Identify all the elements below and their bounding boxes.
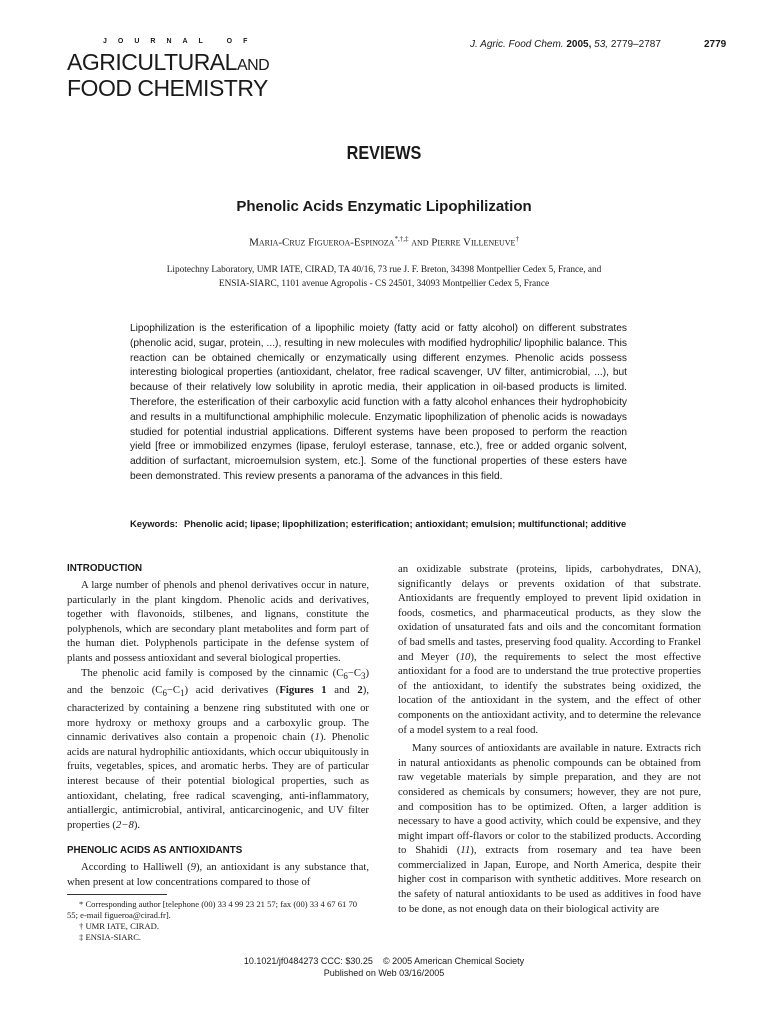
doi: 10.1021/jf0484273 CCC: $30.25 — [243, 956, 373, 966]
journal-name-line1 — [67, 50, 269, 78]
heading-introduction: INTRODUCTION — [67, 563, 143, 574]
published-date: Published on Web 03/16/2005 — [323, 968, 445, 978]
text-run: −C — [166, 684, 181, 697]
text-run: ). Phenolic acids are natural hydrophilic antioxidants, which occur ubiquitously in fruits, vegetables, spices, and aromatic herbs. They are of particular interest because of their potential biological properties, such as antioxidant, chelating, free radical scavenging, anti-inflammatory, antiallergic, antimicrobial, antiviral, anticarcinogenic, and UV filter properties ( — [67, 731, 369, 831]
intro-paragraph-1: A large number of phenols and phenol derivatives occur in nature, particularly in the plant kingdom. Phenolic acids and derivatives, together with flavonoids, stilbenes, and lignans, constitute the polyphenols, which are secondary plant metabolites and form part of the human diet. Polyphenols participate in the defense system of plants and possess antioxidant and several biological properties. — [67, 579, 369, 664]
text-run: Many sources of antioxidants are available in nature. Extracts rich in natural antioxidants as phenolic compounds can be obtained from raw vegetable materials by simple preparation, and they are not considered as chemicals by consumers; however, they are not pure, and composition has to be optimized. Often, a larger addition is necessary to have a good activity, which could be expensive, and they might impart off-flavors or color to the stabilized products. According to Shahidi ( — [398, 742, 701, 857]
subscript: 6 — [343, 670, 348, 681]
article-title: Phenolic Acids Enzymatic Lipophilization — [236, 198, 532, 215]
text-run: ). — [133, 818, 141, 831]
footnotes — [67, 899, 369, 943]
text-run: ) and the benzoic (C — [67, 666, 369, 697]
publication-info — [0, 955, 768, 979]
footnote-corresponding: * Corresponding author [telephone (00) 33 4 99 23 21 57; fax (00) 33 4 67 61 70 55; e-mail figueroa@cirad.fr]. — [67, 899, 358, 920]
journal-of-label: JOURNAL OF — [103, 38, 259, 45]
footnote-ddagger: ‡ ENSIA-SIARC. — [79, 932, 142, 942]
journal-name-agricultural: AGRICULTURAL — [67, 49, 237, 75]
right-paragraph-1 — [398, 562, 701, 737]
citation-volume: 53, — [594, 39, 609, 50]
reference-link[interactable]: 1 — [314, 731, 320, 744]
page-number: 2779 — [704, 39, 727, 50]
keywords-text: Phenolic acid; lipase; lipophilization; esterification; antioxidant; emulsion; multifunctional; additive — [183, 518, 627, 529]
subscript: 1 — [180, 688, 185, 699]
right-paragraph-2 — [398, 741, 701, 916]
text-run: an oxidizable substrate (proteins, lipids, carbohydrates, DNA), significantly delays or prevents oxidation of that substrate. Antioxidants are frequently employed to prevent lipid oxidation in foods, cosmetics, and pharmaceutical products, as they slow the oxidation of unsaturated fats and oils and the concomitant formation of bad smells and tastes, preserving food quality. According to Frankel and Meyer ( — [398, 563, 701, 663]
affiliation-line2: ENSIA-SIARC, 1101 avenue Agropolis - CS 24501, 34093 Montpellier Cedex 5, France — [218, 279, 550, 289]
text-run: According to Halliwell ( — [81, 861, 191, 873]
text-run: The phenolic acid family is composed by the cinnamic (C — [81, 666, 344, 679]
text-run: and — [326, 684, 358, 697]
text-run: −C — [347, 666, 361, 679]
reference-link[interactable]: 11 — [460, 844, 471, 857]
doi-line — [0, 955, 768, 967]
citation-journal: J. Agric. Food Chem. — [470, 39, 564, 50]
author-2-marks: † — [515, 235, 519, 243]
section-heading: REVIEWS — [346, 143, 422, 163]
subscript: 6 — [162, 688, 167, 699]
journal-name-and: AND — [236, 57, 270, 74]
footnote-rule — [67, 894, 167, 895]
text-run: ), extracts from rosemary and tea have been commercialized in Japan, Europe, and North America, despite their higher cost in comparison with synthetic additives. More research on the safety of natural antioxidants to be used as additives in food have to be done, as not enough data on their biological activity are — [398, 844, 702, 915]
figure-link-2[interactable]: 2 — [357, 684, 363, 697]
author-line — [0, 235, 768, 249]
pa-paragraph-1 — [67, 860, 369, 889]
journal-name-line2: FOOD CHEMISTRY — [67, 75, 268, 101]
citation-pages: 2779–2787 — [610, 39, 661, 50]
right-column-body — [398, 562, 701, 916]
text-run: ), an antioxidant is any substance that, when present at low concentrations compared to those of — [67, 861, 369, 888]
text-run: ), characterized by containing a benzene ring substituted with one or more hydroxy or methoxy groups and a carboxylic group. The cinnamic derivatives also contain a propenoic chain ( — [67, 684, 369, 744]
reference-link[interactable]: 10 — [459, 650, 471, 663]
author-and: and — [408, 236, 432, 249]
author-1: Maria-Cruz Figueroa-Espinoza — [249, 236, 395, 249]
keywords-label: Keywords: — [130, 518, 178, 529]
author-1-marks: *,†,‡ — [394, 235, 409, 243]
heading-phenolic-acids-antioxidants: PHENOLIC ACIDS AS ANTIOXIDANTS — [67, 845, 243, 856]
figure-link-1[interactable]: Figures 1 — [279, 684, 327, 697]
text-run: ), the requirements to select the most effective antioxidant for a food are to understand the true protective properties of the antioxidant, to identify the substrates being oxidized, the location of the antioxidant in the system, and the effect of other components on the antioxidant activity, and to determine the relevance of a model system to a real food. — [398, 650, 701, 736]
affiliation — [110, 263, 658, 291]
text-run: ) acid derivatives ( — [184, 684, 280, 697]
abstract: Lipophilization is the esterification of a lipophilic moiety (fatty acid or fatty alcohol) on different substrates (phenolic acid, sugar, protein, ...), resulting in new molecules with modified hydrophilic/ lipophilic balance. This reaction can be obtained chemically or enzymatically using different enzymes. Phenolic acids possess interesting biological properties (antioxidant, chelator, free radical scavenger, UV filter, antimicrobial, ...), but because of their relatively low solubility in aprotic media, their application in oil-based products is limited. Therefore, the esterification of their carboxylic acid function with a fatty alcohol enhances their hydrophobicity and results in a multifunctional amphiphilic molecule. Enzymatic lipophilization of phenolic acids is nowadays studied for potential industrial applications. Different systems have been proposed to perform the reaction yield [free or immobilized enzymes (lipase, feruloyl esterase, tannase, etc.), free or added organic solvent, addition of surfactant, microemulsion system, etc.]. Some of the functional properties of these esters have been demonstrated. This review presents a panorama of the advances in this field. — [130, 323, 627, 482]
copyright: © 2005 American Chemical Society — [382, 956, 525, 966]
footnote-dagger: † UMR IATE, CIRAD. — [79, 921, 159, 931]
reference-link[interactable]: 9 — [190, 861, 196, 873]
reference-link[interactable]: 2−8 — [115, 818, 134, 831]
intro-body — [67, 578, 369, 832]
subscript: 3 — [360, 670, 366, 681]
affiliation-line1: Lipotechny Laboratory, UMR IATE, CIRAD, TA 40/16, 73 rue J. F. Breton, 34398 Montpellier Cedex 5, France, and — [166, 265, 602, 275]
citation — [470, 39, 661, 50]
citation-year: 2005, — [566, 39, 592, 50]
keywords — [130, 516, 627, 531]
author-2: Pierre Villeneuve — [431, 236, 516, 249]
pa-body — [67, 860, 369, 889]
intro-paragraph-2 — [67, 666, 369, 833]
